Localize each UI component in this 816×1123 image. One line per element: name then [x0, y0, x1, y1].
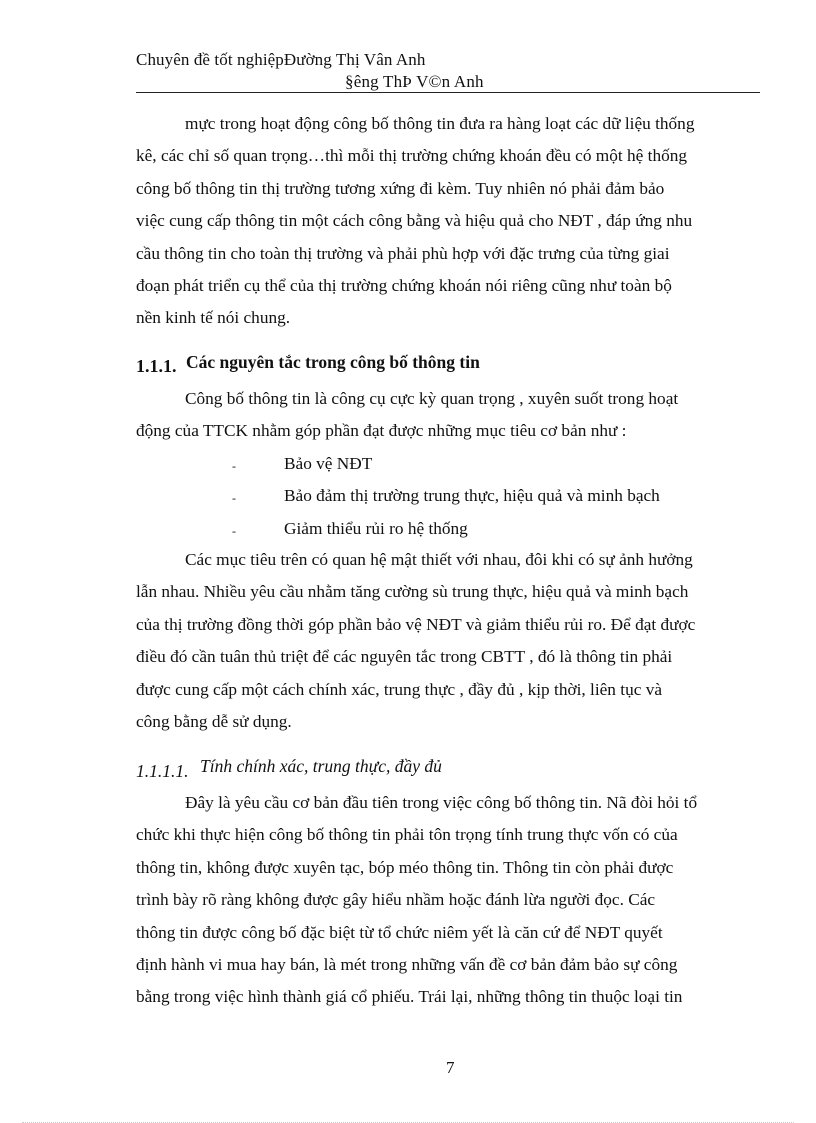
- paragraph-line: nền kinh tế nói chung.: [136, 308, 291, 328]
- paragraph-line: thông tin, không được xuyên tạc, bóp méo thông tin. Thông tin còn phải được: [136, 857, 674, 877]
- running-header-title: Chuyên đề tốt nghiệpĐường Thị Vân Anh: [136, 50, 426, 69]
- paragraph-line: mực trong hoạt động công bố thông tin đưa ra hàng loạt các dữ liệu thống: [185, 114, 695, 133]
- paragraph-line: thông tin được công bố đặc biệt từ tổ chức niêm yết là căn cứ để NĐT quyết: [136, 922, 663, 942]
- paragraph-line: được cung cấp một cách chính xác, trung thực , đầy đủ , kịp thời, liên tục và: [136, 679, 663, 699]
- subsection-number: 1.1.1.1.: [136, 761, 189, 781]
- paragraph-line: chức khi thực hiện công bố thông tin phải tôn trọng tính trung thực vốn có của: [136, 825, 678, 845]
- page-number: 7: [446, 1058, 455, 1077]
- paragraph-line: trình bày rõ ràng không được gây hiểu nhầm hoặc đánh lừa người đọc. Các: [136, 890, 656, 910]
- list-item-text: Bảo đảm thị trường trung thực, hiệu quả và minh bạch: [284, 486, 660, 506]
- paragraph-line: điều đó cần tuân thủ triệt để các nguyên tắc trong CBTT , đó là thông tin phải: [136, 647, 673, 667]
- paragraph-line: của thị trường đồng thời góp phần bảo vệ NĐT và giảm thiểu rủi ro. Để đạt được: [136, 614, 696, 634]
- subsection-title: Tính chính xác, trung thực, đầy đủ: [200, 756, 442, 776]
- list-item-text: Giảm thiểu rủi ro hệ thống: [284, 518, 468, 538]
- paragraph-3: [136, 544, 760, 738]
- paragraph-line: cầu thông tin cho toàn thị trường và phải phù hợp với đặc trưng của từng giai: [136, 243, 670, 263]
- paragraph-4: [136, 787, 760, 1014]
- section-title: Các nguyên tắc trong công bố thông tin: [186, 352, 480, 372]
- paragraph-line: Đây là yêu cầu cơ bản đầu tiên trong việc công bố thông tin. Nã đòi hỏi tổ: [185, 793, 698, 812]
- paragraph-line: kê, các chỉ số quan trọng…thì mỗi thị trường chứng khoán đều có một hệ thống: [136, 146, 688, 166]
- header-rule: [136, 92, 760, 93]
- paragraph-line: định hành vi mua hay bán, là mét trong những vấn đề cơ bản đảm bảo sự công: [136, 955, 678, 975]
- section-number: 1.1.1.: [136, 356, 177, 376]
- section-heading: [136, 352, 480, 376]
- list-item-text: Bảo vệ NĐT: [284, 454, 373, 473]
- paragraph-line: Công bố thông tin là công cụ cực kỳ quan trọng , xuyên suốt trong hoạt: [185, 389, 679, 408]
- paragraph-line: bằng trong việc hình thành giá cổ phiếu. Trái lại, những thông tin thuộc loại tin: [136, 987, 683, 1007]
- bullet-marker: -: [232, 491, 236, 506]
- bullet-marker: -: [232, 523, 236, 538]
- paragraph-line: động của TTCK nhằm góp phần đạt được những mục tiêu cơ bản như :: [136, 421, 627, 441]
- paragraph-2: [136, 383, 760, 448]
- paragraph-line: việc cung cấp thông tin một cách công bằng và hiệu quả cho NĐT , đáp ứng nhu: [136, 211, 693, 231]
- paragraph-1: [136, 108, 760, 335]
- paragraph-line: công bố thông tin thị trường tương xứng đi kèm. Tuy nhiên nó phải đảm bảo: [136, 178, 665, 198]
- paragraph-line: lẫn nhau. Nhiều yêu cầu nhằm tăng cường sù trung thực, hiệu quả và minh bạch: [136, 582, 689, 602]
- paragraph-line: đoạn phát triển cụ thể của thị trường chứng khoán nói riêng cũng như toàn bộ: [136, 276, 672, 296]
- paragraph-line: Các mục tiêu trên có quan hệ mật thiết với nhau, đôi khi có sự ảnh hưởng: [185, 550, 693, 569]
- subsection-heading: [136, 756, 442, 781]
- running-header-author: §êng ThÞ V©n Anh: [345, 72, 484, 91]
- bullet-marker: -: [232, 459, 236, 473]
- paragraph-line: công bằng dễ sử dụng.: [136, 712, 292, 732]
